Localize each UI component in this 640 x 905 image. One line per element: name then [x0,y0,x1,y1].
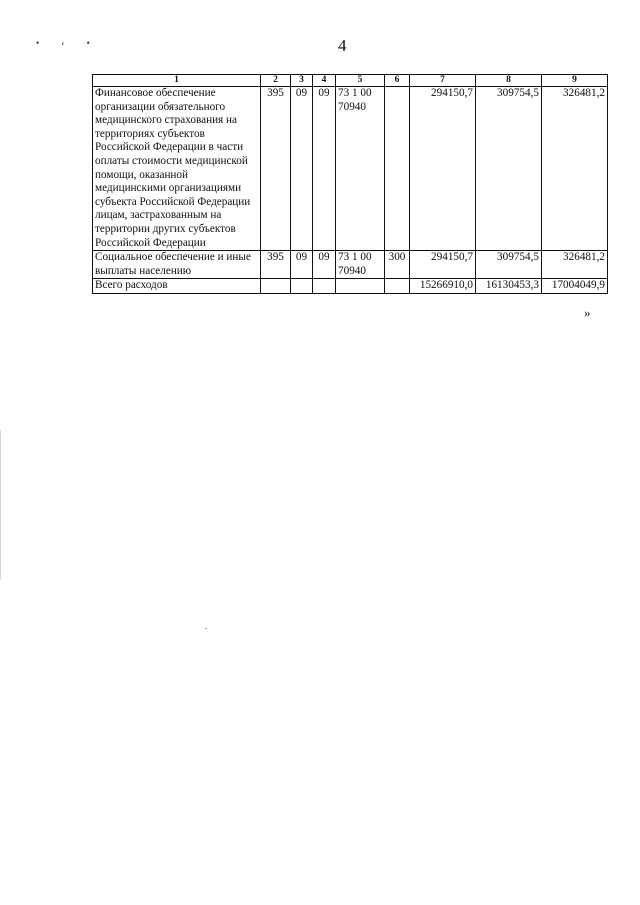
header-marks: • ‹ • [36,38,100,48]
cell-expense-type [385,87,410,251]
cell-expense-type [385,279,410,294]
cell-target-article [336,279,385,294]
cell-subsection [313,279,336,294]
column-header: 7 [410,75,476,87]
row-name: Всего расходов [93,279,261,294]
column-header: 8 [476,75,542,87]
column-header: 3 [291,75,313,87]
cell-amount-7: 294150,7 [410,87,476,251]
cell-subsection: 09 [313,251,336,279]
cell-amount-9: 326481,2 [542,251,608,279]
column-header: 9 [542,75,608,87]
column-header: 6 [385,75,410,87]
scan-edge-line [0,430,1,580]
table-row [93,87,608,251]
row-name: Социальное обеспечение и иные выплаты населению [93,251,261,279]
cell-amount-7: 15266910,0 [410,279,476,294]
column-header: 5 [336,75,385,87]
cell-amount-8: 309754,5 [476,87,542,251]
budget-table [92,74,608,294]
cell-code: 395 [261,87,291,251]
column-header: 4 [313,75,336,87]
cell-section: 09 [291,251,313,279]
cell-amount-9: 326481,2 [542,87,608,251]
table-row-total [93,279,608,294]
scan-speck [205,628,207,629]
cell-section [291,279,313,294]
table-header-row [93,75,608,87]
cell-target-article: 73 1 00 70940 [336,251,385,279]
cell-expense-type: 300 [385,251,410,279]
cell-amount-9: 17004049,9 [542,279,608,294]
column-header: 1 [93,75,261,87]
closing-quote: » [584,305,591,320]
row-name: Финансовое обеспечение организации обязательного медицинского страхования на территориях субъектов Российской Федерации в части оплаты стоимости медицинской помощи, оказанной медицинскими организациями субъекта Российской Федерации лицам, застрахованным на территории других субъектов Российской Федерации [93,87,261,251]
cell-section: 09 [291,87,313,251]
page-number: 4 [338,36,347,55]
cell-amount-8: 309754,5 [476,251,542,279]
cell-target-article: 73 1 00 70940 [336,87,385,251]
column-header: 2 [261,75,291,87]
cell-amount-8: 16130453,3 [476,279,542,294]
table-row [93,251,608,279]
cell-code: 395 [261,251,291,279]
cell-subsection: 09 [313,87,336,251]
cell-amount-7: 294150,7 [410,251,476,279]
cell-code [261,279,291,294]
